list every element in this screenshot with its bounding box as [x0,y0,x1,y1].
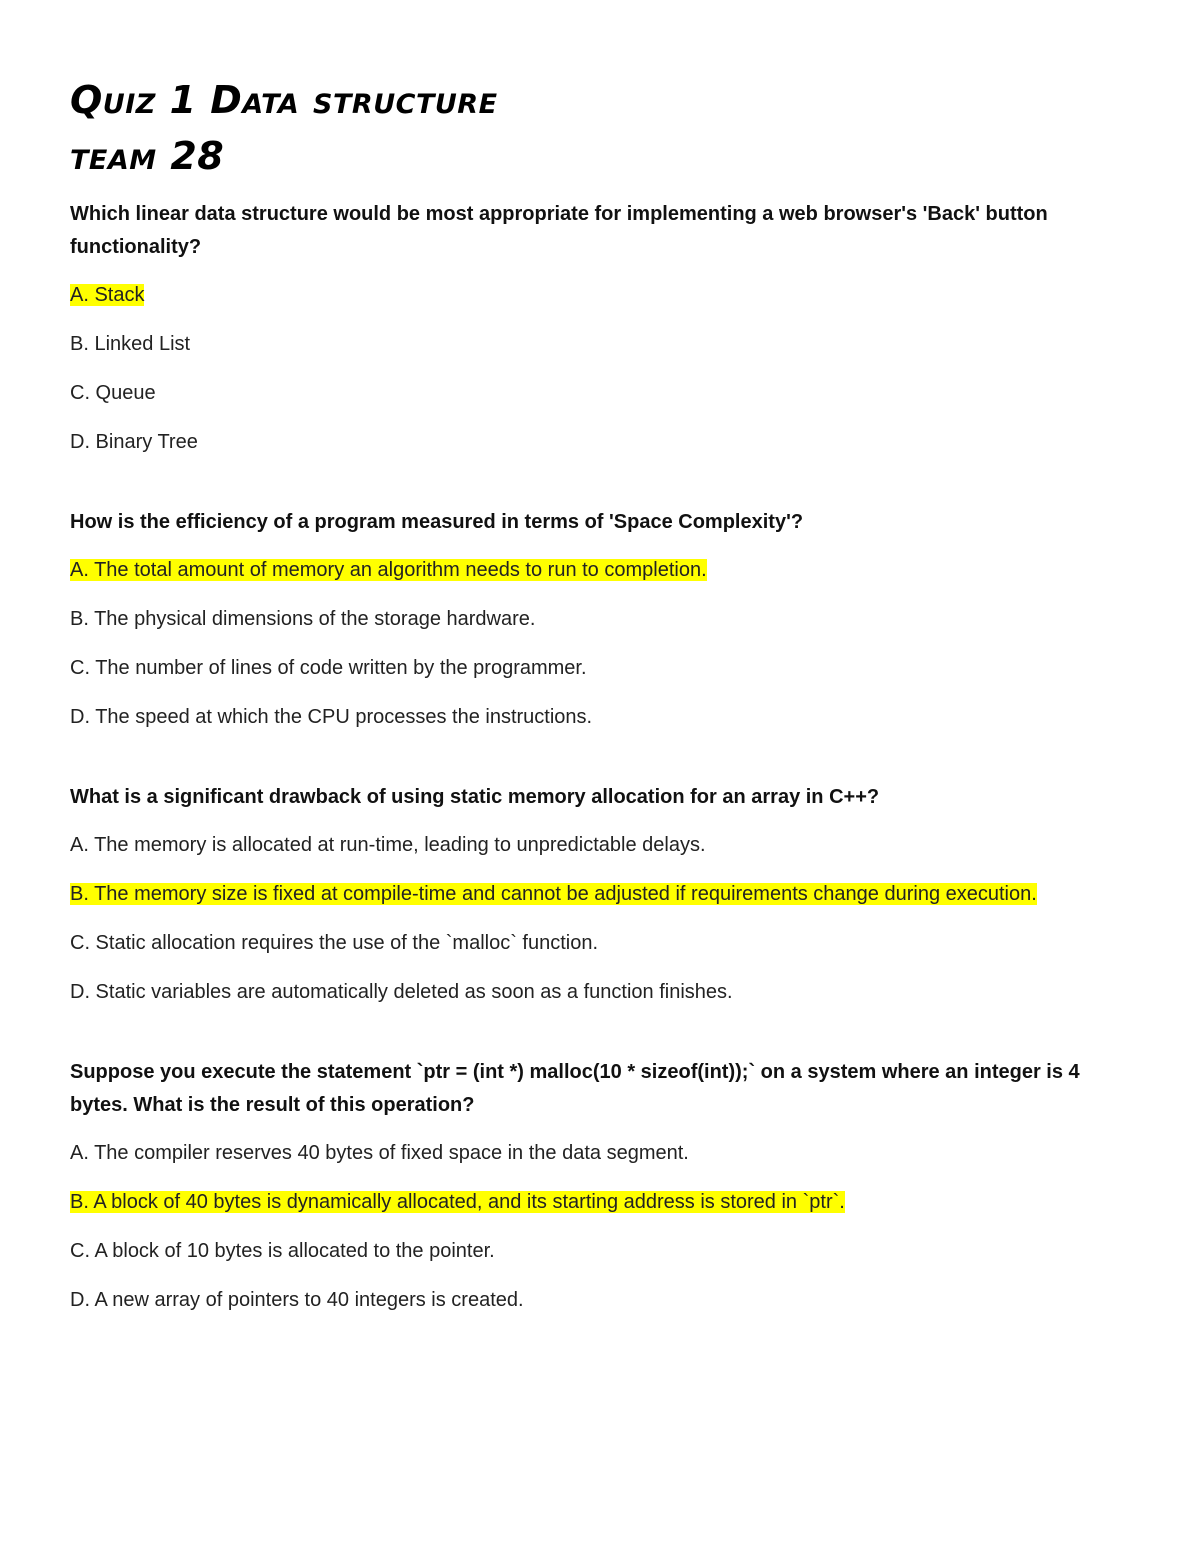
option-text: D. The speed at which the CPU processes the instructions. [70,706,593,728]
question-1 [70,198,1130,459]
option-text: A. Stack [70,284,145,306]
question-list [70,198,1130,1317]
option-text: D. Binary Tree [70,431,198,453]
option-text: C. A block of 10 bytes is allocated to the pointer. [70,1240,495,1262]
option-b [70,1186,1130,1219]
option-a [70,829,1130,862]
title-line-2: team 28 [70,134,225,178]
option-a [70,554,1130,587]
option-text: A. The compiler reserves 40 bytes of fixed space in the data segment. [70,1142,689,1164]
question-text: What is a significant drawback of using static memory allocation for an array in C++? [70,786,880,808]
option-b [70,328,1130,361]
option-text: B. The memory size is fixed at compile-time and cannot be adjusted if requirements change during execution. [70,883,1037,905]
option-c [70,1235,1130,1268]
option-c [70,652,1130,685]
question-text: How is the efficiency of a program measured in terms of 'Space Complexity'? [70,511,804,533]
option-d [70,426,1130,459]
document-title [70,72,1130,128]
option-c [70,377,1130,410]
option-d [70,701,1130,734]
option-text: B. A block of 40 bytes is dynamically allocated, and its starting address is stored in `ptr`. [70,1191,845,1213]
question-text: Which linear data structure would be most appropriate for implementing a web browser's 'Back' button functionality? [70,203,1048,258]
question-3 [70,781,1130,1009]
option-d [70,1284,1130,1317]
option-a [70,279,1130,312]
document-subtitle [70,128,1130,184]
option-d [70,976,1130,1009]
option-text: D. Static variables are automatically deleted as soon as a function finishes. [70,981,733,1003]
option-text: C. Static allocation requires the use of the `malloc` function. [70,932,599,954]
question-2 [70,506,1130,734]
option-text: C. Queue [70,382,156,404]
option-b [70,878,1130,911]
option-text: A. The memory is allocated at run-time, leading to unpredictable delays. [70,834,706,856]
option-text: A. The total amount of memory an algorithm needs to run to completion. [70,559,707,581]
option-c [70,927,1130,960]
option-text: B. Linked List [70,333,191,355]
title-line-1: Quiz 1 Data structure [70,78,498,122]
question-text: Suppose you execute the statement `ptr = (int *) malloc(10 * sizeof(int));` on a system where an integer is 4 bytes. What is the result of this operation? [70,1061,1080,1116]
option-text: C. The number of lines of code written by the programmer. [70,657,587,679]
document-page [70,72,1130,1333]
option-b [70,603,1130,636]
question-4 [70,1056,1130,1317]
option-text: B. The physical dimensions of the storage hardware. [70,608,536,630]
option-a [70,1137,1130,1170]
option-text: D. A new array of pointers to 40 integers is created. [70,1289,524,1311]
